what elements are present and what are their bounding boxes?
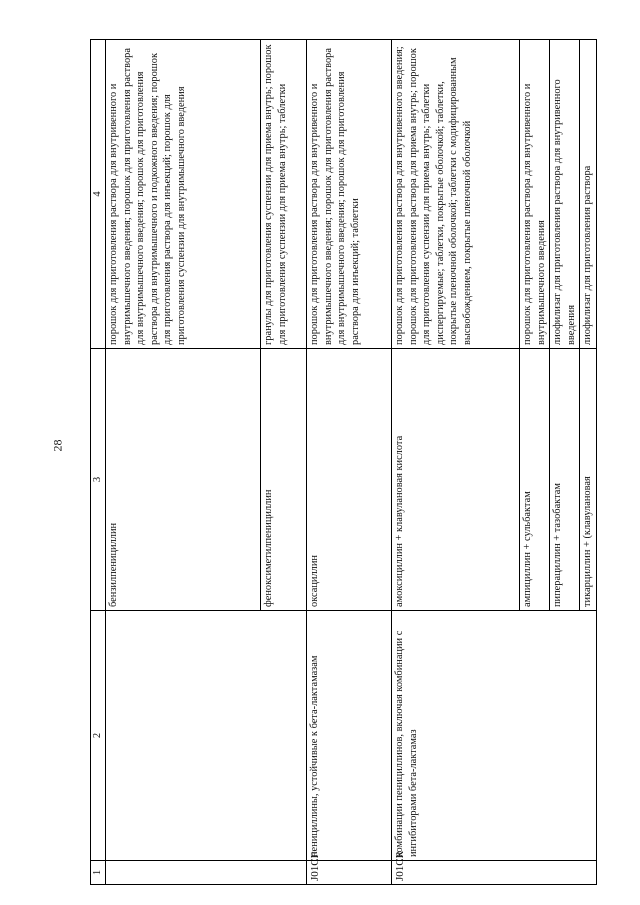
col-header-1: 1: [91, 861, 106, 885]
forms-cell: порошок для приготовления раствора для внутривенного и внутримышечного введения; порошок для приготовления раствора для внутримышечного введения; порошок для приготовления раствора для внутримышечного и подкожного введения; порошок для приготовления раствора для инъекций; порошок для приготовления суспензии для внутримышечного введения: [106, 40, 261, 349]
group-cell: [106, 611, 307, 861]
group-cell: пенициллины, устойчивые к бета-лактамазам: [307, 611, 392, 861]
atc-code-cell: J01CR: [392, 861, 597, 885]
forms-cell: порошок для приготовления раствора для внутривенного и внутримышечного введения; порошок для приготовления раствора для внутримышечного введения; порошок для приготовления раствора для инъекций; таблетки: [307, 40, 392, 349]
col-header-4: 4: [91, 40, 106, 349]
page-number: 28: [50, 439, 65, 452]
drug-table: [90, 39, 597, 885]
substance-cell: ампициллин + сульбактам: [520, 349, 550, 611]
substance-cell: оксациллин: [307, 349, 392, 611]
forms-cell: порошок для приготовления раствора для внутривенного введения; порошок для приготовления раствора для приема внутрь; порошок для приготовления суспензии для приема внутрь; таблетки диспергируемые; таблетки, покрытые оболочкой; таблетки, покрытые пленочной оболочкой; таблетки с модифицированным высвобождением, покрытые пленочной оболочкой: [392, 40, 520, 349]
group-cell: комбинации пенициллинов, включая комбинации с ингибиторами бета-лактамаз: [392, 611, 597, 861]
table-row: [392, 40, 520, 885]
substance-cell: феноксиметилпенициллин: [261, 349, 307, 611]
col-header-2: 2: [91, 611, 106, 861]
substance-cell: бензилпенициллин: [106, 349, 261, 611]
substance-cell: тикарциллин + (клавулановая: [580, 349, 597, 611]
table-row: [307, 40, 392, 885]
substance-cell: амоксициллин + клавулановая кислота: [392, 349, 520, 611]
forms-cell: лиофилизат для приготовления раствора: [580, 40, 597, 349]
atc-code-cell: J01CF: [307, 861, 392, 885]
col-header-3: 3: [91, 349, 106, 611]
table-row: [106, 40, 261, 885]
forms-cell: лиофилизат для приготовления раствора для внутривенного введения: [550, 40, 580, 349]
atc-code-cell: [106, 861, 307, 885]
forms-cell: порошок для приготовления раствора для внутривенного и внутримышечного введения: [520, 40, 550, 349]
forms-cell: гранулы для приготовления суспензии для приема внутрь; порошок для приготовления суспензии для приема внутрь; таблетки: [261, 40, 307, 349]
drug-table-rotated: [90, 40, 594, 885]
table-header-row: [91, 40, 106, 885]
substance-cell: пиперациллин + тазобактам: [550, 349, 580, 611]
